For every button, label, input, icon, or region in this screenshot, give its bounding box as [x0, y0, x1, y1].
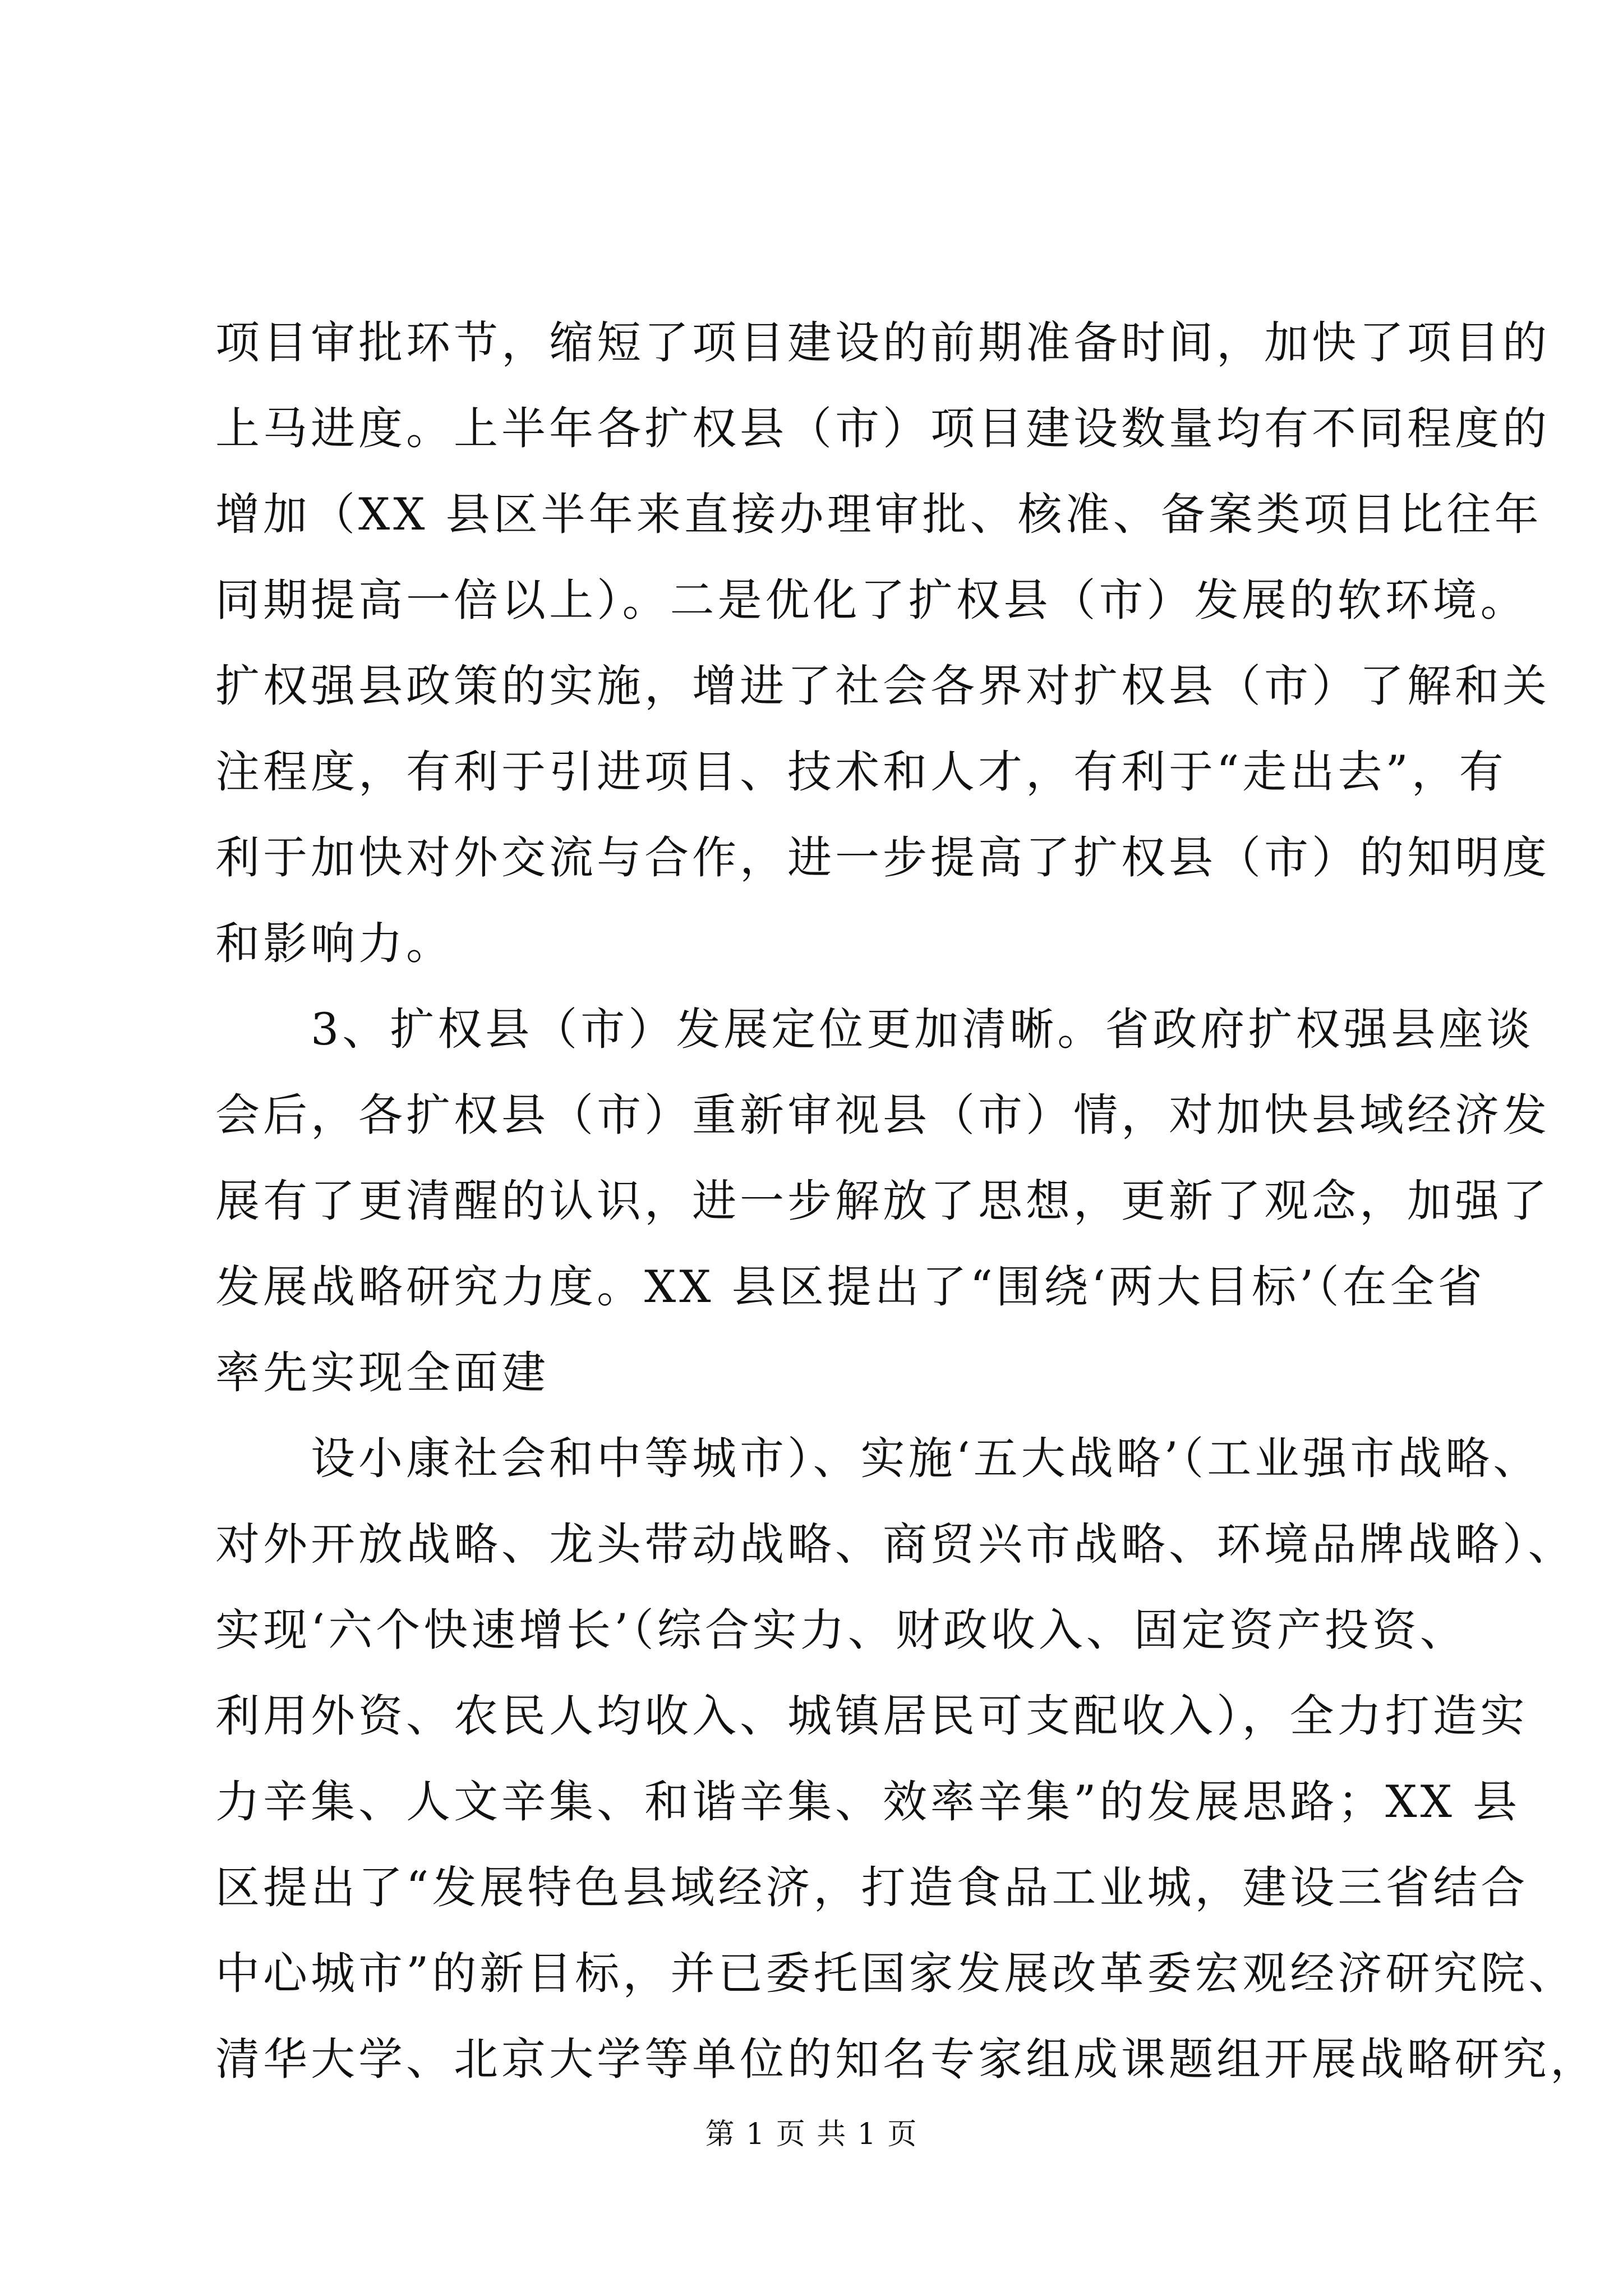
text-line: 展有了更清醒的认识，进一步解放了思想，更新了观念，加强了: [215, 1175, 1550, 1227]
text-line: 会后，各扩权县（市）重新审视县（市）情，对加快县域经济发: [215, 1089, 1550, 1141]
page-number-footer: 第 1 页 共 1 页: [705, 2118, 918, 2151]
text-line: 实现‘六个快速增长’（综合实力、财政收入、固定资产投资、: [215, 1604, 1468, 1656]
paragraph-2: [215, 987, 1550, 1416]
text-line: 中心城市”的新目标，并已委托国家发展改革委宏观经济研究院、: [215, 1948, 1576, 1999]
text-line: 对外开放战略、龙头带动战略、商贸兴市战略、环境品牌战略）、: [215, 1519, 1576, 1570]
paragraph-1: [215, 300, 1550, 987]
text-line: 设小康社会和中等城市）、实施‘五大战略’（工业强市战略、: [215, 1433, 1541, 1484]
text-line: 注程度，有利于引进项目、技术和人才，有利于“走出去”，有: [215, 746, 1507, 798]
text-line: 清华大学、北京大学等单位的知名专家组成课题组开展战略研究，: [215, 2033, 1598, 2085]
text-line: 项目审批环节，缩短了项目建设的前期准备时间，加快了项目的: [215, 317, 1550, 369]
text-line: 利用外资、农民人均收入、城镇居民可支配收入），全力打造实: [215, 1690, 1528, 1742]
text-line: 扩权强县政策的实施，增进了社会各界对扩权县（市）了解和关: [215, 660, 1550, 712]
document-body: [215, 300, 1598, 2102]
text-line: 区提出了“发展特色县域经济，打造食品工业城，建设三省结合: [215, 1862, 1529, 1913]
text-line: 利于加快对外交流与合作，进一步提高了扩权县（市）的知明度: [215, 832, 1550, 884]
text-line: 上马进度。上半年各扩权县（市）项目建设数量均有不同程度的: [215, 403, 1550, 454]
text-line: 发展战略研究力度。XX 县区提出了“围绕‘两大目标’（在全省: [215, 1261, 1486, 1313]
paragraph-3: [215, 1416, 1598, 2102]
text-line: 增加（XX 县区半年来直接办理审批、核准、备案类项目比往年: [215, 489, 1542, 540]
text-line: 力辛集、人文辛集、和谐辛集、效率辛集”的发展思路；XX 县: [215, 1776, 1520, 1828]
text-line: 和影响力。: [215, 918, 454, 969]
text-line: 同期提高一倍以上）。二是优化了扩权县（市）发展的软环境。: [215, 574, 1528, 626]
text-line: 3、扩权县（市）发展定位更加清晰。省政府扩权强县座谈: [215, 1004, 1534, 1055]
text-line: 率先实现全面建: [215, 1347, 549, 1398]
